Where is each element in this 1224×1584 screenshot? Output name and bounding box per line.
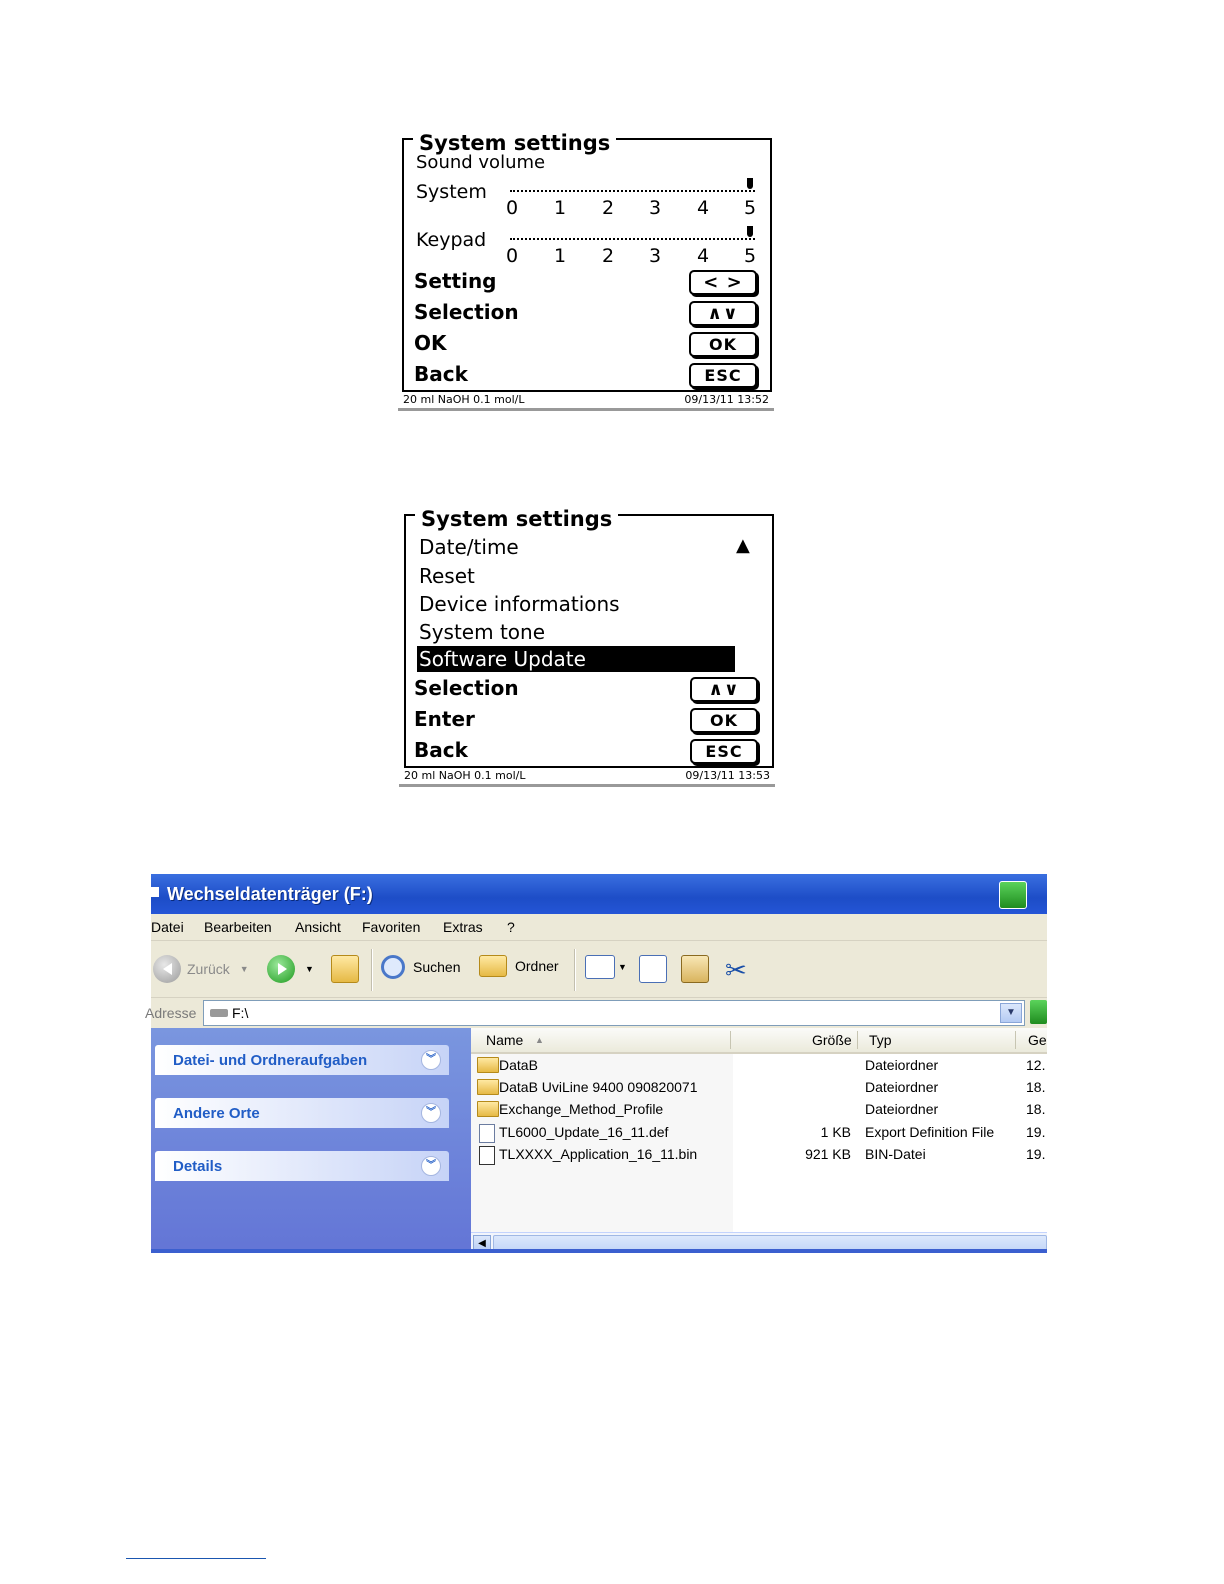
scroll-left-icon[interactable]: ◀ <box>473 1235 491 1253</box>
datetime: 09/13/11 13:52 <box>684 393 769 406</box>
up-down-key[interactable]: ∧∨ <box>689 301 757 326</box>
copy-button[interactable] <box>639 955 667 983</box>
tick-label: 1 <box>553 197 567 219</box>
menu-favoriten[interactable]: Favoriten <box>362 919 421 935</box>
list-item[interactable]: TL6000_Update_16_11.def 1 KB Export Definition File 19. <box>471 1121 1047 1143</box>
task-panel-file-folder[interactable] <box>155 1045 449 1075</box>
window-icon <box>151 887 159 897</box>
folder-icon <box>477 1101 499 1117</box>
slider-marker[interactable] <box>747 226 753 237</box>
drive-icon <box>210 1009 228 1017</box>
volume-slider-system[interactable] <box>505 182 760 222</box>
toolbar-separator <box>371 949 373 991</box>
task-panel-details[interactable] <box>155 1151 449 1181</box>
window-title: Wechseldatenträger (F:) <box>167 884 373 904</box>
paste-button[interactable] <box>681 955 709 983</box>
key-label-ok: OK <box>414 331 447 355</box>
esc-key[interactable]: ESC <box>690 739 758 764</box>
menu-item-date-time[interactable]: Date/time <box>419 535 519 559</box>
footnote-rule <box>126 1558 266 1559</box>
list-item[interactable]: DataB Dateiordner 12. <box>471 1054 1047 1076</box>
chevron-down-icon[interactable]: ︾ <box>421 1156 441 1176</box>
subtitle: Sound volume <box>416 152 546 173</box>
up-folder-icon <box>331 955 359 983</box>
back-arrow-icon <box>153 955 181 983</box>
chevron-down-icon[interactable]: ▼ <box>305 964 314 974</box>
panel-title: Datei- und Ordneraufgaben <box>173 1052 368 1069</box>
tick-label: 0 <box>505 197 519 219</box>
ok-key[interactable]: OK <box>689 332 757 357</box>
scissors-icon: ✂ <box>725 955 747 985</box>
chevron-down-icon[interactable]: ▼ <box>239 964 249 974</box>
title-bar[interactable] <box>151 874 1047 914</box>
chevron-down-icon[interactable]: ▼ <box>1000 1003 1022 1023</box>
volume-slider-keypad[interactable] <box>505 230 760 270</box>
tick-label: 5 <box>743 245 757 267</box>
paste-icon <box>681 955 709 983</box>
up-down-key[interactable]: ∧∨ <box>690 677 758 702</box>
row-label-system: System <box>416 181 487 203</box>
panel-title: Details <box>173 1158 223 1175</box>
tick-label: 1 <box>553 245 567 267</box>
search-button[interactable]: Suchen <box>381 955 460 979</box>
address-label: Adresse <box>145 1005 197 1021</box>
device-screen-system-settings <box>399 507 775 789</box>
screen-title: System settings <box>415 508 618 530</box>
menu-ansicht[interactable]: Ansicht <box>295 919 341 935</box>
tick-label: 5 <box>743 197 757 219</box>
go-button[interactable] <box>1030 1000 1047 1024</box>
key-label-enter: Enter <box>414 707 475 731</box>
row-label-keypad: Keypad <box>416 229 487 251</box>
views-button[interactable] <box>585 955 627 979</box>
scroll-up-indicator[interactable]: ▲ <box>736 535 750 556</box>
column-size[interactable]: Größe <box>812 1032 852 1048</box>
cut-button[interactable] <box>725 955 747 986</box>
key-label-selection: Selection <box>414 676 519 700</box>
folders-button[interactable]: Ordner <box>479 955 559 977</box>
binary-file-icon <box>479 1146 495 1165</box>
panel-title: Andere Orte <box>173 1105 260 1122</box>
key-label-back: Back <box>414 362 468 386</box>
ok-key[interactable]: OK <box>690 708 758 733</box>
status-bar <box>398 392 774 411</box>
document-icon <box>479 1124 495 1143</box>
file-list <box>471 1028 1047 1253</box>
address-bar <box>145 998 1047 1028</box>
back-button[interactable]: Zurück ▼ <box>153 955 249 983</box>
list-item[interactable]: DataB UviLine 9400 090820071 Dateiordner 18. <box>471 1076 1047 1098</box>
tick-label: 4 <box>696 197 710 219</box>
menu-datei[interactable]: Datei <box>151 919 184 935</box>
forward-button[interactable] <box>267 955 314 983</box>
menu-extras[interactable]: Extras <box>443 919 483 935</box>
tick-label: 2 <box>601 245 615 267</box>
slider-marker[interactable] <box>747 178 753 189</box>
menu-item-software-update[interactable]: Software Update <box>419 647 586 671</box>
esc-key[interactable]: ESC <box>689 363 757 388</box>
address-field[interactable] <box>203 1000 1025 1026</box>
column-header <box>471 1028 1047 1054</box>
menu-bearbeiten[interactable]: Bearbeiten <box>204 919 272 935</box>
task-pane <box>151 1028 471 1253</box>
left-right-key[interactable]: < > <box>689 270 757 295</box>
column-name[interactable]: Name <box>486 1032 524 1048</box>
toolbar-separator <box>574 949 576 991</box>
method-name: 20 ml NaOH 0.1 mol/L <box>403 393 525 406</box>
menu-item-reset[interactable]: Reset <box>419 564 475 588</box>
method-name: 20 ml NaOH 0.1 mol/L <box>404 769 526 782</box>
status-bar <box>399 768 775 787</box>
chevron-down-icon[interactable]: ︾ <box>421 1103 441 1123</box>
copy-icon <box>639 955 667 983</box>
address-value: F:\ <box>232 1005 249 1021</box>
menu-bar <box>151 914 1047 941</box>
tick-label: 4 <box>696 245 710 267</box>
views-icon <box>585 955 615 979</box>
tick-label: 2 <box>601 197 615 219</box>
tick-label: 0 <box>505 245 519 267</box>
key-label-selection: Selection <box>414 300 519 324</box>
task-panel-other-places[interactable] <box>155 1098 449 1128</box>
key-label-setting: Setting <box>414 269 497 293</box>
menu-item-system-tone[interactable]: System tone <box>419 620 545 644</box>
column-date[interactable]: Ge <box>1028 1032 1047 1048</box>
toolbar <box>151 941 1047 998</box>
screen-title: System settings <box>413 132 616 154</box>
window-bottom-border <box>151 1249 1047 1253</box>
menu-help[interactable]: ? <box>507 919 515 935</box>
sort-ascending-icon: ▲ <box>535 1035 544 1045</box>
list-item[interactable]: Exchange_Method_Profile Dateiordner 18. <box>471 1098 1047 1120</box>
explorer-window <box>145 874 1047 1253</box>
folders-icon <box>479 955 507 977</box>
menu-item-device-informations[interactable]: Device informations <box>419 592 620 616</box>
chevron-down-icon[interactable]: ▼ <box>618 962 627 972</box>
column-type[interactable]: Typ <box>869 1032 892 1048</box>
folder-icon <box>477 1079 499 1095</box>
printer-icon[interactable] <box>999 881 1027 909</box>
chevron-down-icon[interactable]: ︾ <box>421 1050 441 1070</box>
up-folder-button[interactable] <box>331 955 359 983</box>
folder-icon <box>477 1057 499 1073</box>
tick-label: 3 <box>648 245 662 267</box>
tick-label: 3 <box>648 197 662 219</box>
list-item[interactable]: TLXXXX_Application_16_11.bin 921 KB BIN-Datei 19. <box>471 1143 1047 1165</box>
forward-arrow-icon <box>267 955 295 983</box>
datetime: 09/13/11 13:53 <box>685 769 770 782</box>
key-label-back: Back <box>414 738 468 762</box>
search-icon <box>381 955 405 979</box>
device-screen-sound-volume <box>398 130 774 414</box>
